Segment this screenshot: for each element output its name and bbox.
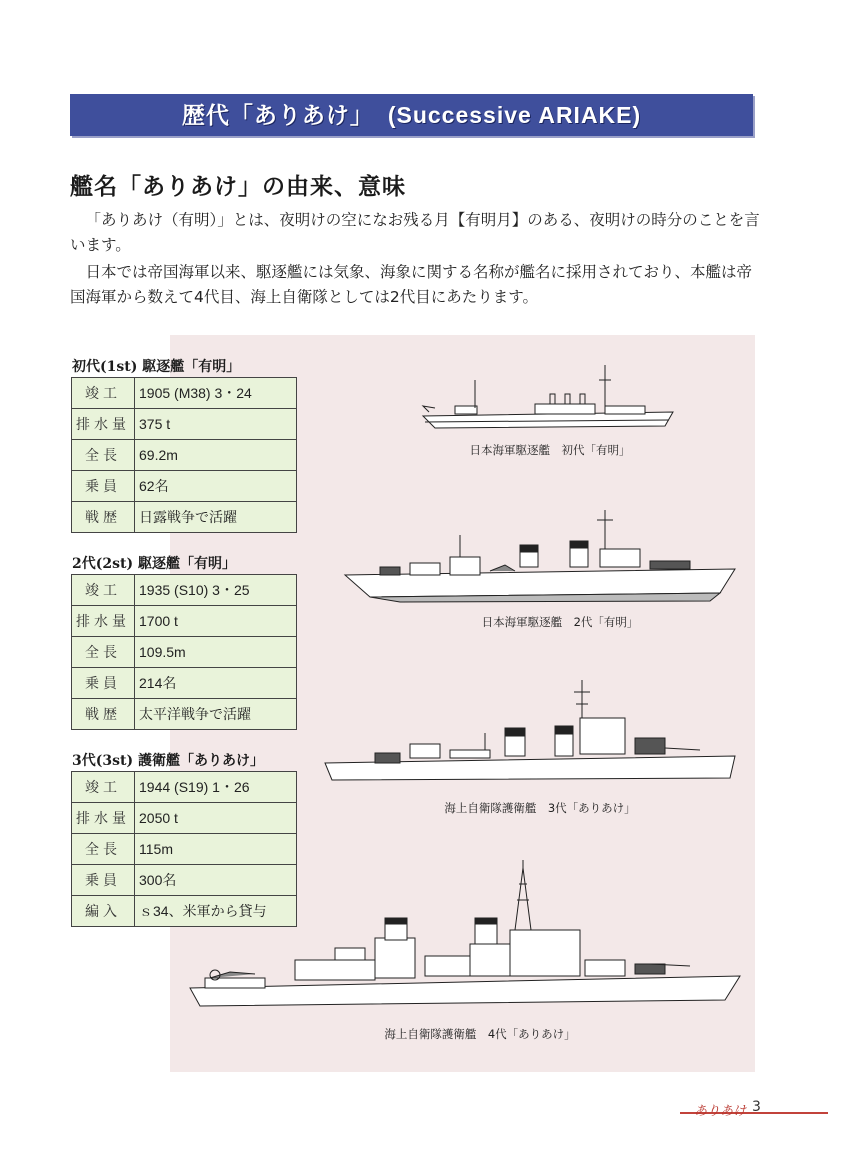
- table-row: [72, 575, 297, 606]
- ship-caption-4th: 海上自衛隊護衛艦 4代「ありあけ」: [384, 1027, 576, 1041]
- table-row: [72, 668, 297, 699]
- row-label: 排水量: [72, 409, 135, 440]
- row-value: 62名: [135, 471, 297, 502]
- section-heading: 艦名「ありあけ」の由来、意味: [70, 174, 406, 200]
- row-value: 2050 t: [135, 803, 297, 834]
- spec-table-2nd: [71, 574, 297, 730]
- section-banner: [70, 94, 753, 136]
- banner-title-en: (Successive ARIAKE): [387, 102, 642, 128]
- table-row: [72, 699, 297, 730]
- row-label: 編入: [72, 896, 135, 927]
- row-value: 1944 (S19) 1・26: [135, 772, 297, 803]
- row-label: 竣工: [72, 772, 135, 803]
- page-number: 3: [752, 1099, 761, 1115]
- ship-illustration-1st: [415, 360, 680, 432]
- row-label: 竣工: [72, 378, 135, 409]
- row-label: 全長: [72, 637, 135, 668]
- row-label: 全長: [72, 440, 135, 471]
- row-label: 乗員: [72, 471, 135, 502]
- row-value: 115m: [135, 834, 297, 865]
- row-value: 300名: [135, 865, 297, 896]
- ship-illustration-3rd: [320, 678, 740, 788]
- row-label: 排水量: [72, 606, 135, 637]
- row-label: 戦歴: [72, 699, 135, 730]
- row-label: 乗員: [72, 865, 135, 896]
- ship-caption-1st: 日本海軍駆逐艦 初代「有明」: [469, 443, 631, 457]
- row-label: 乗員: [72, 668, 135, 699]
- row-label: 排水量: [72, 803, 135, 834]
- paragraph-origin: 「ありあけ（有明）」とは、夜明けの空になお残る月【有明月】のある、夜明けの時分のことを言います。: [70, 211, 760, 254]
- spec-table-1st: [71, 377, 297, 533]
- ship-caption-3rd: 海上自衛隊護衛艦 3代「ありあけ」: [444, 801, 636, 815]
- row-label: 竣工: [72, 575, 135, 606]
- row-value: 日露戦争で活躍: [135, 502, 297, 533]
- row-label: 戦歴: [72, 502, 135, 533]
- table-row: [72, 803, 297, 834]
- table-title-2nd: 2代(2st) 駆逐艦「有明」: [72, 556, 236, 572]
- row-label: 全長: [72, 834, 135, 865]
- paragraph-naming: 日本では帝国海軍以来、駆逐艦には気象、海象に関する名称が艦名に採用されており、本艦は帝国海軍から数えて4代目、海上自衛隊としては2代目にあたります。: [70, 263, 753, 306]
- ship-caption-2nd: 日本海軍駆逐艦 2代「有明」: [481, 615, 639, 629]
- row-value: 214名: [135, 668, 297, 699]
- table-row: [72, 378, 297, 409]
- row-value: 375 t: [135, 409, 297, 440]
- row-value: ｓ34、米軍から貸与: [135, 896, 297, 927]
- table-row: [72, 772, 297, 803]
- footer-ship-name: ありあけ: [694, 1104, 747, 1119]
- table-row: [72, 409, 297, 440]
- table-row: [72, 637, 297, 668]
- table-title-3rd: 3代(3st) 護衛艦「ありあけ」: [72, 753, 264, 769]
- banner-title-jp: 歴代「ありあけ」: [181, 103, 374, 129]
- table-title-1st: 初代(1st) 駆逐艦「有明」: [72, 359, 241, 375]
- row-value: 太平洋戦争で活躍: [135, 699, 297, 730]
- table-row: [72, 606, 297, 637]
- ship-illustration-2nd: [340, 505, 740, 605]
- row-value: 109.5m: [135, 637, 297, 668]
- row-value: 1935 (S10) 3・25: [135, 575, 297, 606]
- table-row: [72, 440, 297, 471]
- row-value: 69.2m: [135, 440, 297, 471]
- table-row: [72, 502, 297, 533]
- table-row: [72, 471, 297, 502]
- row-value: 1700 t: [135, 606, 297, 637]
- ship-illustration-4th: [185, 860, 745, 1015]
- row-value: 1905 (M38) 3・24: [135, 378, 297, 409]
